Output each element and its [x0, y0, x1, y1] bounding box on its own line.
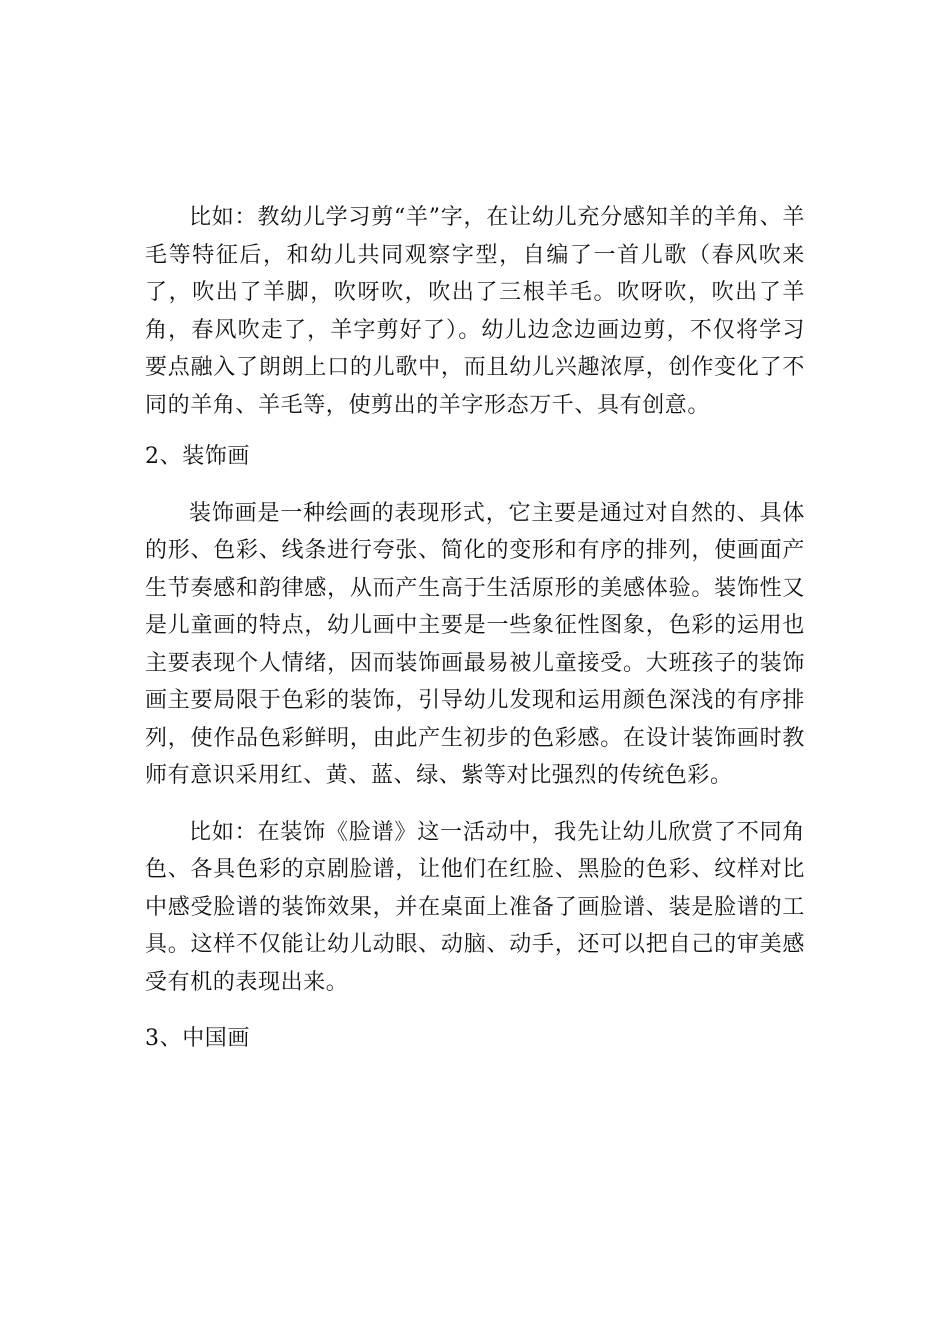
section-heading-decorative-painting: 2、装饰画 — [145, 444, 250, 469]
paragraph-paper-cut-example: 比如：教幼儿学习剪“羊”字，在让幼儿充分感知羊的羊角、羊毛等特征后，和幼儿共同观察字型，自编了一首儿歌（春风吹来了，吹出了羊脚，吹呀吹，吹出了三根羊毛。吹呀吹，吹出了羊角，春风吹走了，羊字剪好了）。幼儿边念边画边剪，不仅将学习要点融入了朗朗上口的儿歌中，而且幼儿兴趣浓厚，创作变化了不同的羊角、羊毛等，使剪出的羊字形态万千、具有创意。 — [145, 205, 805, 418]
section-heading-chinese-painting: 3、中国画 — [145, 1026, 250, 1051]
paragraph-facial-mask-example: 比如：在装饰《脸谱》这一活动中，我先让幼儿欣赏了不同角色、各具色彩的京剧脸谱，让他们在红脸、黑脸的色彩、纹样对比中感受脸谱的装饰效果，并在桌面上准备了画脸谱、装是脸谱的工具。这样不仅能让幼儿动眼、动脑、动手，还可以把自己的审美感受有机的表现出来。 — [145, 819, 805, 995]
paragraph-decorative-painting: 装饰画是一种绘画的表现形式，它主要是通过对自然的、具体的形、色彩、线条进行夸张、简化的变形和有序的排列，使画面产生节奏感和韵律感，从而产生高于生活原形的美感体验。装饰性又是儿童画的特点，幼儿画中主要是一些象征性图象，色彩的运用也主要表现个人情绪，因而装饰画最易被儿童接受。大班孩子的装饰画主要局限于色彩的装饰，引导幼儿发现和运用颜色深浅的有序排列，使作品色彩鲜明，由此产生初步的色彩感。在设计装饰画时教师有意识采用红、黄、蓝、绿、紫等对比强烈的传统色彩。 — [145, 500, 805, 788]
document-body — [145, 199, 805, 1058]
